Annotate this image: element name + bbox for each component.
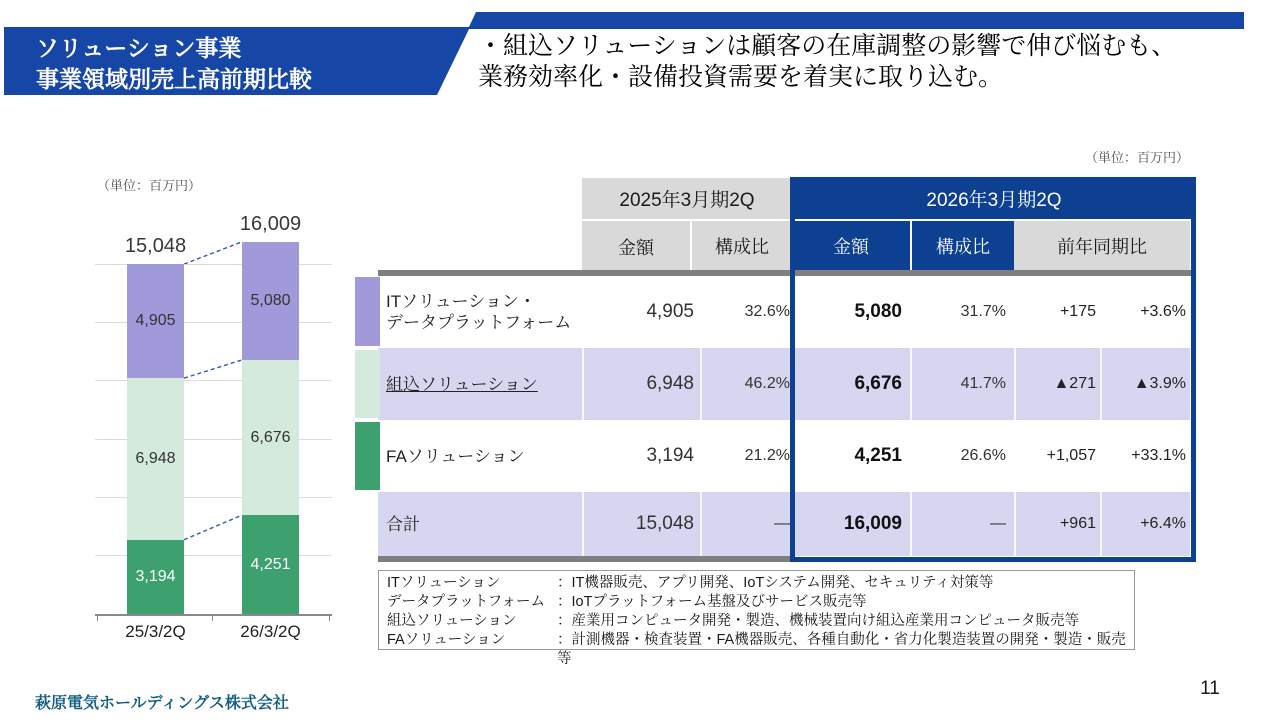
table-bottom-rule xyxy=(378,556,792,562)
headline-message-line1: ・組込ソリューションは顧客の在庫調整の影響で伸び悩むも、 xyxy=(478,32,1177,60)
segment-value-label: 3,194 xyxy=(135,567,176,585)
row-color-swatch-fa xyxy=(355,422,380,490)
legend-note-item xyxy=(387,574,1134,593)
connector-line xyxy=(184,360,242,378)
cell-2026-ratio: 31.7% xyxy=(910,276,1014,348)
col-header-ratio-2026: 構成比 xyxy=(910,219,1014,270)
table-unit-label: （単位：百万円） xyxy=(1085,150,1190,165)
cell-2025-amount: 15,048 xyxy=(582,492,700,556)
slide-title-line2: 事業領域別売上高前期比較 xyxy=(36,66,312,92)
headline-message-line2: 業務効率化・設備投資需要を着実に取り込む。 xyxy=(478,63,1004,91)
note-desc: ：計測機器・検査装置・FA機器販売、各種自動化・省力化製造装置の開発・製造・販売等 xyxy=(557,632,1126,667)
company-name: 萩原電気ホールディングス株式会社 xyxy=(35,695,289,712)
connector-line xyxy=(184,515,242,540)
legend-note-item xyxy=(387,612,1134,631)
cell-2026-amount: 4,251 xyxy=(792,420,910,492)
note-desc: ：IoTプラットフォーム基盤及びサービス販売等 xyxy=(557,594,867,610)
bar-total-label: 16,009 xyxy=(239,212,302,235)
axis-tick xyxy=(212,614,213,621)
segment-value-label: 4,251 xyxy=(250,555,291,573)
row-label: ITソリューション・ データプラットフォーム xyxy=(386,292,572,332)
cell-2026-ratio: — xyxy=(910,492,1014,556)
row-color-swatch-it xyxy=(355,277,380,346)
legend-notes-box xyxy=(378,570,1135,667)
cell-2025-ratio: 21.2% xyxy=(700,420,792,492)
cell-2026-ratio: 41.7% xyxy=(910,348,1014,420)
bar-segment xyxy=(242,360,299,515)
note-term: FAソリューション xyxy=(387,632,506,648)
row-color-swatch-embedded xyxy=(355,350,380,418)
row-label: 組込ソリューション xyxy=(386,374,538,394)
slide-title xyxy=(36,33,312,95)
row-label: 合計 xyxy=(386,514,420,534)
cell-2026-amount: 16,009 xyxy=(792,492,910,556)
bar-segment xyxy=(127,378,184,540)
cell-yoy-percent: +6.4% xyxy=(1100,492,1190,556)
page-number: 11 xyxy=(1200,678,1220,699)
axis-tick xyxy=(97,614,98,621)
table-header-2025: 2025年3月期2Q xyxy=(582,178,792,219)
col-header-amount-2026: 金額 xyxy=(792,219,910,270)
col-header-amount-2025: 金額 xyxy=(582,219,690,272)
bar-segment xyxy=(127,540,184,614)
cell-yoy-diff: +175 xyxy=(1014,276,1100,348)
header-top-bar xyxy=(460,12,1244,29)
segment-value-label: 5,080 xyxy=(250,291,291,309)
bar-total-label: 15,048 xyxy=(124,235,187,258)
cell-yoy-diff: +1,057 xyxy=(1014,420,1100,492)
legend-note-item xyxy=(387,631,1134,669)
bar-segment xyxy=(127,264,184,378)
chart-unit-label: （単位：百万円） xyxy=(97,178,202,193)
cell-2025-ratio: 32.6% xyxy=(700,276,792,348)
note-term: 組込ソリューション xyxy=(387,613,517,629)
segment-value-label: 6,676 xyxy=(250,428,291,446)
cell-2025-amount: 3,194 xyxy=(582,420,700,492)
cell-2025-ratio: — xyxy=(700,492,792,556)
note-desc: ：産業用コンピュータ開発・製造、機械装置向け組込産業用コンピュータ販売等 xyxy=(557,613,1079,629)
cell-2026-amount: 5,080 xyxy=(792,276,910,348)
bar-segment xyxy=(242,515,299,614)
cell-yoy-percent: ▲3.9% xyxy=(1100,348,1190,420)
col-header-yoy: 前年同期比 xyxy=(1014,219,1190,270)
note-term: データプラットフォーム xyxy=(387,594,546,610)
cell-2026-amount: 6,676 xyxy=(792,348,910,420)
cell-2026-ratio: 26.6% xyxy=(910,420,1014,492)
slide-title-line1: ソリューション事業 xyxy=(36,35,242,61)
row-label: FAソリューション xyxy=(386,446,525,466)
cell-yoy-percent: +3.6% xyxy=(1100,276,1190,348)
note-term: ITソリューション xyxy=(387,575,501,591)
headline-message xyxy=(478,31,1176,93)
legend-note-item xyxy=(387,593,1134,612)
cell-2025-amount: 6,948 xyxy=(582,348,700,420)
cell-2025-ratio: 46.2% xyxy=(700,348,792,420)
axis-tick xyxy=(329,614,330,621)
stacked-bar-chart xyxy=(95,212,332,641)
col-header-ratio-2025: 構成比 xyxy=(690,219,792,270)
category-label: 26/3/2Q xyxy=(240,622,301,641)
category-label: 25/3/2Q xyxy=(125,622,186,641)
bar-segment xyxy=(242,242,299,360)
cell-2025-amount: 4,905 xyxy=(582,276,700,348)
cell-yoy-diff: ▲271 xyxy=(1014,348,1100,420)
cell-yoy-percent: +33.1% xyxy=(1100,420,1190,492)
current-period-outline xyxy=(790,177,1196,562)
segment-value-label: 4,905 xyxy=(135,312,176,330)
cell-yoy-diff: +961 xyxy=(1014,492,1100,556)
table-header-2026: 2026年3月期2Q xyxy=(792,178,1196,219)
note-desc: ：IT機器販売、アプリ開発、IoTシステム開発、セキュリティ対策等 xyxy=(557,575,994,591)
segment-value-label: 6,948 xyxy=(135,449,176,467)
